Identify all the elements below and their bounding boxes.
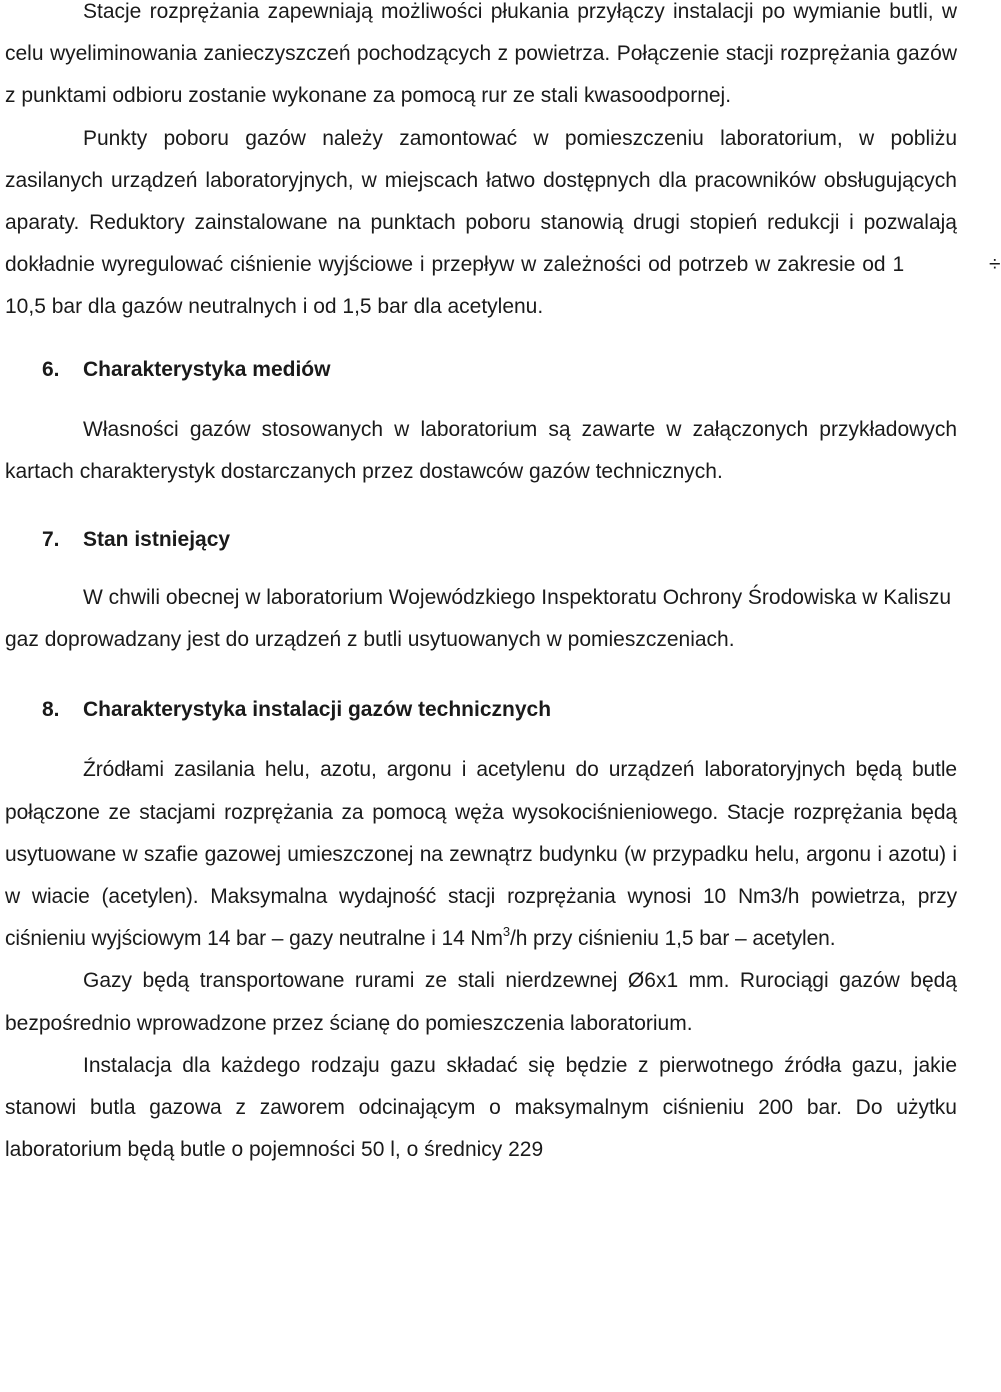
section-heading-7 bbox=[5, 519, 957, 561]
section-title: Charakterystyka instalacji gazów technicznych bbox=[83, 698, 552, 722]
document-page bbox=[5, 0, 1001, 1171]
section-heading-6 bbox=[5, 349, 957, 391]
paragraph-text: Źródłami zasilania helu, azotu, argonu i acetylenu do urządzeń laboratoryjnych będą butle połączone ze stacjami rozprężania za pomocą węża wysokociśnieniowego. Stacje rozprężania będą usytuowane w szafie gazowej umieszczonej na zewnątrz budynku (w przypadku helu, argonu i azotu) i w wiacie (acetylen). Maksymalna wydajność stacji rozprężania wynosi 10 Nm3/h powietrza, przy ciśnieniu wyjściowym 14 bar – gazy neutralne i 14 Nm bbox=[5, 758, 957, 951]
paragraph-supply-sources bbox=[5, 749, 957, 960]
superscript: 3 bbox=[502, 924, 510, 940]
paragraph-text: Instalacja dla każdego rodzaju gazu składać się będzie z pierwotnego źródła gazu, jakie stanowi butla gazowa z zaworem odcinającym o maksymalnym ciśnieniu 200 bar. Do użytku laboratorium będą butle o pojemności 50 l, o średnicy 229 bbox=[5, 1053, 957, 1162]
division-symbol: ÷ bbox=[989, 253, 1001, 277]
paragraph-media-properties bbox=[5, 409, 957, 493]
paragraph-text: 10,5 bar dla gazów neutralnych i od 1,5 bar dla acetylenu. bbox=[5, 295, 544, 319]
section-number: 6. bbox=[42, 357, 60, 381]
paragraph-text: Stacje rozprężania zapewniają możliwości płukania przyłączy instalacji po wymianie butli, w celu wyeliminowania zanieczyszczeń pochodzących z powietrza. Połączenie stacji rozprężania gazów z punktami odbioru zostanie wykonane za pomocą rur ze stali kwasoodpornej. bbox=[5, 0, 957, 108]
section-heading-8 bbox=[5, 689, 957, 731]
paragraph-text: W chwili obecnej w laboratorium Wojewódzkiego Inspektoratu Ochrony Środowiska w Kaliszu gaz doprowadzany jest do urządzeń z butli usytuowanych w pomieszczeniach. bbox=[5, 586, 951, 652]
section-number: 8. bbox=[42, 698, 60, 722]
paragraph-text: /h przy ciśnieniu 1,5 bar – acetylen. bbox=[510, 927, 836, 951]
paragraph-text: Gazy będą transportowane rurami ze stali nierdzewnej Ø6x1 mm. Rurociągi gazów będą bezpośrednio wprowadzone przez ścianę do pomieszczenia laboratorium. bbox=[5, 969, 957, 1035]
paragraph-text: Punkty poboru gazów należy zamontować w pomieszczeniu laboratorium, w pobliżu zasilanych urządzeń laboratoryjnych, w miejscach łatwo dostępnych dla pracowników obsługujących aparaty. Reduktory zainstalowane na punktach poboru stanowią drugi stopień redukcji i pozwalają dokładnie wyregulować ciśnienie wyjściowe i przepływ w zależności od potrzeb w zakresie od 1 bbox=[5, 126, 957, 277]
paragraph-transport bbox=[5, 960, 957, 1044]
section-title: Stan istniejący bbox=[83, 528, 231, 552]
paragraph-text: Własności gazów stosowanych w laboratorium są zawarte w załączonych przykładowych kartach charakterystyk dostarczanych przez dostawców gazów technicznych. bbox=[5, 417, 957, 483]
section-number: 7. bbox=[42, 528, 60, 552]
paragraph-installation bbox=[5, 1045, 957, 1172]
paragraph-flushing bbox=[5, 0, 957, 118]
paragraph-gas-points bbox=[5, 118, 1001, 329]
section-title: Charakterystyka mediów bbox=[83, 357, 331, 381]
paragraph-current-state bbox=[5, 577, 957, 661]
